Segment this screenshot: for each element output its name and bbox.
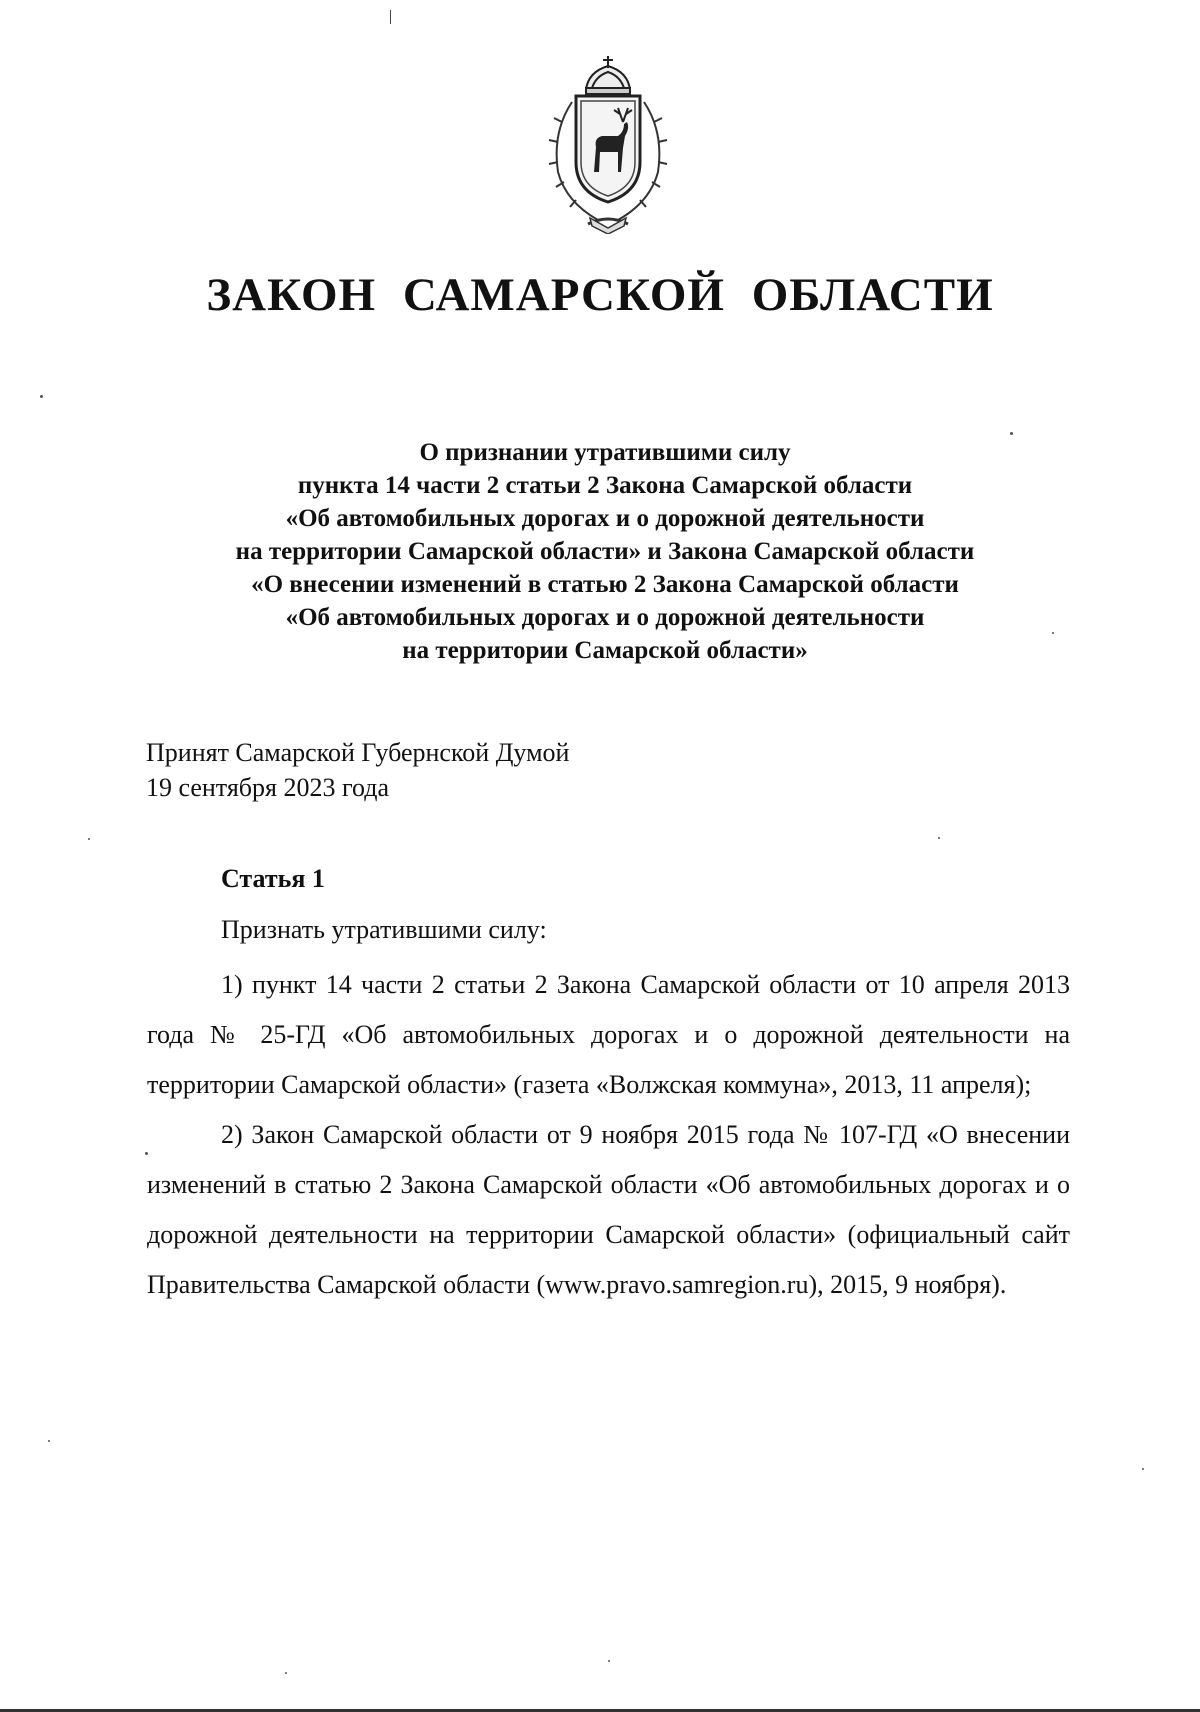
- article-heading: Статья 1: [221, 864, 325, 893]
- article-item: 2) Закон Самарской области от 9 ноября 2015 года № 107-ГД «О внесении изменений в статью 2 Закона Самарской области «Об автомобильных дорогах и о дорожной деятельности на территории Самарской области» (официальный сайт Правительства Самарской области (www.pravo.samregion.ru), 2015, 9 ноября).: [147, 1120, 1070, 1299]
- scan-speck: [938, 837, 940, 839]
- scan-speck: [1142, 1468, 1144, 1470]
- article-items: [147, 960, 1070, 1310]
- adoption-body: Принят Самарской Губернской Думой: [146, 738, 570, 767]
- law-subject: [140, 436, 1070, 667]
- scan-speck: [48, 1440, 50, 1442]
- scan-speck: [1010, 432, 1013, 435]
- scan-speck: [88, 838, 90, 840]
- adoption-info: [146, 735, 569, 805]
- subject-line: пункта 14 части 2 статьи 2 Закона Самарской области: [297, 472, 913, 499]
- subject-line: «Об автомобильных дорогах и о дорожной деятельности: [285, 604, 925, 631]
- article-item: 1) пункт 14 части 2 статьи 2 Закона Самарской области от 10 апреля 2013 года № 25-ГД «Об автомобильных дорогах и о дорожной деятельности на территории Самарской области» (газета «Волжская коммуна», 2013, 11 апреля);: [147, 970, 1070, 1099]
- law-title: ЗАКОН САМАРСКОЙ ОБЛАСТИ: [206, 269, 994, 321]
- scan-mark: [390, 10, 391, 24]
- subject-line: «Об автомобильных дорогах и о дорожной деятельности: [285, 505, 925, 532]
- scan-speck: [40, 395, 43, 398]
- adoption-date: 19 сентября 2023 года: [146, 773, 390, 802]
- scan-speck: [145, 1152, 148, 1155]
- scan-speck: [1052, 632, 1054, 634]
- subject-line: «О внесении изменений в статью 2 Закона Самарской области: [251, 571, 959, 598]
- subject-line: О признании утратившими силу: [419, 439, 791, 466]
- scan-speck: [608, 1660, 610, 1662]
- scan-speck: [285, 1672, 287, 1674]
- subject-line: на территории Самарской области»: [402, 637, 808, 664]
- subject-line: на территории Самарской области» и Закона Самарской области: [235, 538, 975, 565]
- samara-region-coat-of-arms-icon: [528, 52, 688, 234]
- article-intro: Признать утратившими силу:: [221, 915, 547, 944]
